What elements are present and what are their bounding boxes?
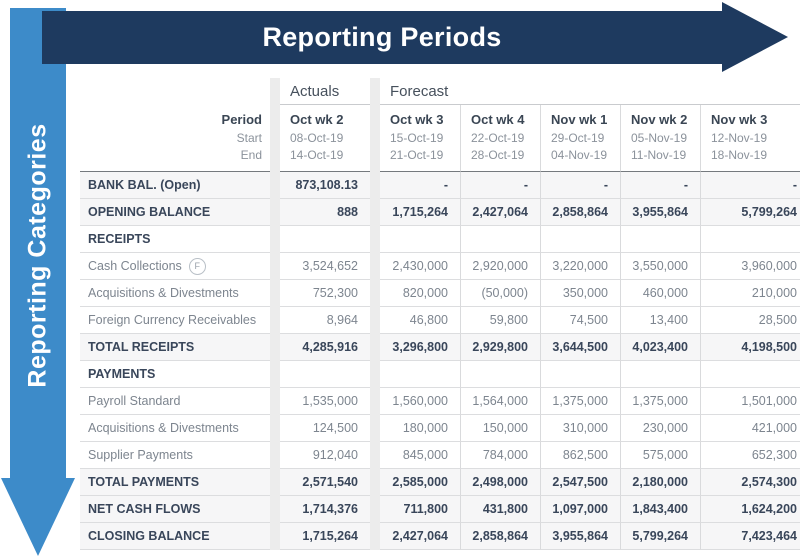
column-gutter bbox=[370, 361, 380, 388]
column-gutter bbox=[370, 334, 380, 361]
column-gutter bbox=[370, 388, 380, 415]
column-gutter bbox=[270, 415, 280, 442]
value-cell: - bbox=[620, 172, 700, 199]
value-cell bbox=[460, 226, 540, 253]
column-date: 12-Nov-19 bbox=[711, 131, 768, 145]
column-gutter bbox=[370, 496, 380, 523]
row-label: BANK BAL. (Open) bbox=[80, 172, 270, 199]
column-name: Nov wk 1 bbox=[551, 112, 608, 127]
value-cell: 711,800 bbox=[380, 496, 460, 523]
column-gutter bbox=[270, 361, 280, 388]
table-row bbox=[80, 388, 800, 415]
value-cell: 310,000 bbox=[540, 415, 620, 442]
reporting-periods-banner-arrow-head bbox=[722, 2, 788, 72]
value-cell: 1,564,000 bbox=[460, 388, 540, 415]
value-cell: 3,955,864 bbox=[620, 199, 700, 226]
value-cell: 1,714,376 bbox=[280, 496, 370, 523]
column-gutter bbox=[270, 280, 280, 307]
value-cell bbox=[540, 361, 620, 388]
value-cell: 1,843,400 bbox=[620, 496, 700, 523]
reporting-categories-arrow-head bbox=[1, 478, 75, 556]
column-gutter bbox=[270, 469, 280, 496]
column-header bbox=[700, 105, 800, 172]
value-cell: 3,220,000 bbox=[540, 253, 620, 280]
start-label: Start bbox=[236, 131, 262, 145]
value-cell: 4,198,500 bbox=[700, 334, 800, 361]
table-row bbox=[80, 226, 800, 253]
table-row bbox=[80, 199, 800, 226]
column-date: 18-Nov-19 bbox=[711, 148, 768, 162]
column-gutter bbox=[370, 307, 380, 334]
value-cell: - bbox=[700, 172, 800, 199]
period-header-labels bbox=[80, 105, 270, 172]
value-cell: 3,644,500 bbox=[540, 334, 620, 361]
column-gutter bbox=[370, 469, 380, 496]
column-gutter bbox=[270, 523, 280, 550]
column-header bbox=[620, 105, 700, 172]
column-gutter bbox=[270, 442, 280, 469]
column-gutter bbox=[270, 334, 280, 361]
column-gutter bbox=[370, 78, 380, 105]
column-gutter bbox=[270, 199, 280, 226]
value-cell: 5,799,264 bbox=[620, 523, 700, 550]
column-date: 11-Nov-19 bbox=[631, 148, 687, 162]
value-cell: 1,715,264 bbox=[380, 199, 460, 226]
value-cell bbox=[460, 361, 540, 388]
value-cell: 752,300 bbox=[280, 280, 370, 307]
column-header bbox=[380, 105, 460, 172]
column-name: Oct wk 4 bbox=[471, 112, 525, 127]
value-cell: 3,960,000 bbox=[700, 253, 800, 280]
column-gutter bbox=[370, 523, 380, 550]
value-cell: 8,964 bbox=[280, 307, 370, 334]
value-cell: 845,000 bbox=[380, 442, 460, 469]
column-gutter bbox=[270, 105, 280, 172]
column-date: 29-Oct-19 bbox=[551, 131, 605, 145]
column-date: 05-Nov-19 bbox=[631, 131, 688, 145]
reporting-periods-banner bbox=[42, 11, 722, 64]
column-name: Oct wk 2 bbox=[290, 112, 344, 127]
period-header-row bbox=[80, 105, 800, 172]
value-cell: 431,800 bbox=[460, 496, 540, 523]
group-spacer bbox=[80, 78, 270, 105]
value-cell: 2,430,000 bbox=[380, 253, 460, 280]
column-date: 28-Oct-19 bbox=[471, 148, 525, 162]
column-gutter bbox=[370, 415, 380, 442]
column-group-row bbox=[80, 78, 800, 105]
column-gutter bbox=[270, 496, 280, 523]
value-cell: 3,524,652 bbox=[280, 253, 370, 280]
end-label: End bbox=[240, 148, 262, 162]
row-label: OPENING BALANCE bbox=[80, 199, 270, 226]
value-cell bbox=[380, 226, 460, 253]
value-cell bbox=[280, 226, 370, 253]
table-row bbox=[80, 307, 800, 334]
column-gutter bbox=[270, 172, 280, 199]
value-cell: 28,500 bbox=[700, 307, 800, 334]
value-cell: 421,000 bbox=[700, 415, 800, 442]
value-cell: 350,000 bbox=[540, 280, 620, 307]
table-row bbox=[80, 442, 800, 469]
value-cell: 59,800 bbox=[460, 307, 540, 334]
value-cell: 124,500 bbox=[280, 415, 370, 442]
value-cell: 3,955,864 bbox=[540, 523, 620, 550]
column-gutter bbox=[370, 199, 380, 226]
value-cell: 1,375,000 bbox=[620, 388, 700, 415]
group-header-actuals: Actuals bbox=[280, 78, 370, 105]
value-cell: 784,000 bbox=[460, 442, 540, 469]
row-label: CLOSING BALANCE bbox=[80, 523, 270, 550]
value-cell: 5,799,264 bbox=[700, 199, 800, 226]
value-cell: 2,858,864 bbox=[460, 523, 540, 550]
row-label: NET CASH FLOWS bbox=[80, 496, 270, 523]
column-gutter bbox=[370, 442, 380, 469]
value-cell: 1,715,264 bbox=[280, 523, 370, 550]
value-cell bbox=[380, 361, 460, 388]
table-row bbox=[80, 415, 800, 442]
value-cell: 862,500 bbox=[540, 442, 620, 469]
row-label: Foreign Currency Receivables bbox=[80, 307, 270, 334]
value-cell: 2,547,500 bbox=[540, 469, 620, 496]
table-row bbox=[80, 523, 800, 550]
column-gutter bbox=[270, 78, 280, 105]
column-gutter bbox=[270, 226, 280, 253]
value-cell: - bbox=[460, 172, 540, 199]
column-date: 22-Oct-19 bbox=[471, 131, 525, 145]
table-row bbox=[80, 334, 800, 361]
period-label: Period bbox=[221, 112, 262, 127]
value-cell: 2,498,000 bbox=[460, 469, 540, 496]
value-cell: 652,300 bbox=[700, 442, 800, 469]
group-header-forecast: Forecast bbox=[380, 78, 800, 105]
reporting-categories-label: Reporting Categories bbox=[23, 122, 52, 388]
value-cell: 2,858,864 bbox=[540, 199, 620, 226]
column-date: 14-Oct-19 bbox=[290, 148, 344, 162]
value-cell bbox=[620, 361, 700, 388]
row-label: Acquisitions & Divestments bbox=[80, 415, 270, 442]
column-date: 08-Oct-19 bbox=[290, 131, 344, 145]
column-name: Nov wk 2 bbox=[631, 112, 688, 127]
row-label: Cash Collections F bbox=[80, 253, 270, 280]
row-label: TOTAL RECEIPTS bbox=[80, 334, 270, 361]
value-cell: 1,560,000 bbox=[380, 388, 460, 415]
reporting-categories-label-wrap bbox=[10, 30, 66, 480]
column-gutter bbox=[370, 280, 380, 307]
row-label: RECEIPTS bbox=[80, 226, 270, 253]
table-row bbox=[80, 361, 800, 388]
value-cell: 4,023,400 bbox=[620, 334, 700, 361]
table-row bbox=[80, 280, 800, 307]
value-cell: 1,501,000 bbox=[700, 388, 800, 415]
value-cell: 912,040 bbox=[280, 442, 370, 469]
value-cell: 180,000 bbox=[380, 415, 460, 442]
column-date: 04-Nov-19 bbox=[551, 148, 608, 162]
value-cell: 46,800 bbox=[380, 307, 460, 334]
value-cell: 2,920,000 bbox=[460, 253, 540, 280]
column-gutter bbox=[370, 226, 380, 253]
value-cell: 2,574,300 bbox=[700, 469, 800, 496]
column-name: Nov wk 3 bbox=[711, 112, 768, 127]
value-cell: 2,180,000 bbox=[620, 469, 700, 496]
value-cell: (50,000) bbox=[460, 280, 540, 307]
value-cell: 2,929,800 bbox=[460, 334, 540, 361]
value-cell bbox=[700, 361, 800, 388]
column-header bbox=[540, 105, 620, 172]
row-label: TOTAL PAYMENTS bbox=[80, 469, 270, 496]
value-cell: 150,000 bbox=[460, 415, 540, 442]
cash-flow-table bbox=[80, 78, 800, 550]
value-cell: 3,550,000 bbox=[620, 253, 700, 280]
value-cell: 13,400 bbox=[620, 307, 700, 334]
table-row bbox=[80, 496, 800, 523]
value-cell: 230,000 bbox=[620, 415, 700, 442]
row-label: Acquisitions & Divestments bbox=[80, 280, 270, 307]
column-header bbox=[280, 105, 370, 172]
value-cell: 575,000 bbox=[620, 442, 700, 469]
reporting-periods-title: Reporting Periods bbox=[262, 22, 502, 52]
value-cell: 1,097,000 bbox=[540, 496, 620, 523]
value-cell: - bbox=[380, 172, 460, 199]
value-cell: 7,423,464 bbox=[700, 523, 800, 550]
value-cell: - bbox=[540, 172, 620, 199]
value-cell: 2,427,064 bbox=[380, 523, 460, 550]
value-cell: 2,585,000 bbox=[380, 469, 460, 496]
row-label: Supplier Payments bbox=[80, 442, 270, 469]
column-date: 21-Oct-19 bbox=[390, 148, 444, 162]
value-cell: 2,571,540 bbox=[280, 469, 370, 496]
row-label: PAYMENTS bbox=[80, 361, 270, 388]
column-gutter bbox=[270, 253, 280, 280]
value-cell: 4,285,916 bbox=[280, 334, 370, 361]
value-cell: 1,624,200 bbox=[700, 496, 800, 523]
value-cell: 74,500 bbox=[540, 307, 620, 334]
column-gutter bbox=[370, 253, 380, 280]
column-name: Oct wk 3 bbox=[390, 112, 444, 127]
column-gutter bbox=[270, 307, 280, 334]
value-cell bbox=[620, 226, 700, 253]
value-cell: 820,000 bbox=[380, 280, 460, 307]
value-cell bbox=[540, 226, 620, 253]
value-cell: 2,427,064 bbox=[460, 199, 540, 226]
column-gutter bbox=[370, 105, 380, 172]
column-date: 15-Oct-19 bbox=[390, 131, 444, 145]
value-cell bbox=[280, 361, 370, 388]
value-cell: 1,535,000 bbox=[280, 388, 370, 415]
row-label: Payroll Standard bbox=[80, 388, 270, 415]
table-row bbox=[80, 253, 800, 280]
value-cell bbox=[700, 226, 800, 253]
column-gutter bbox=[370, 172, 380, 199]
forecast-badge-icon: F bbox=[189, 258, 206, 275]
table-row bbox=[80, 469, 800, 496]
value-cell: 460,000 bbox=[620, 280, 700, 307]
value-cell: 210,000 bbox=[700, 280, 800, 307]
column-header bbox=[460, 105, 540, 172]
value-cell: 3,296,800 bbox=[380, 334, 460, 361]
column-gutter bbox=[270, 388, 280, 415]
table-row bbox=[80, 172, 800, 199]
value-cell: 873,108.13 bbox=[280, 172, 370, 199]
value-cell: 1,375,000 bbox=[540, 388, 620, 415]
value-cell: 888 bbox=[280, 199, 370, 226]
